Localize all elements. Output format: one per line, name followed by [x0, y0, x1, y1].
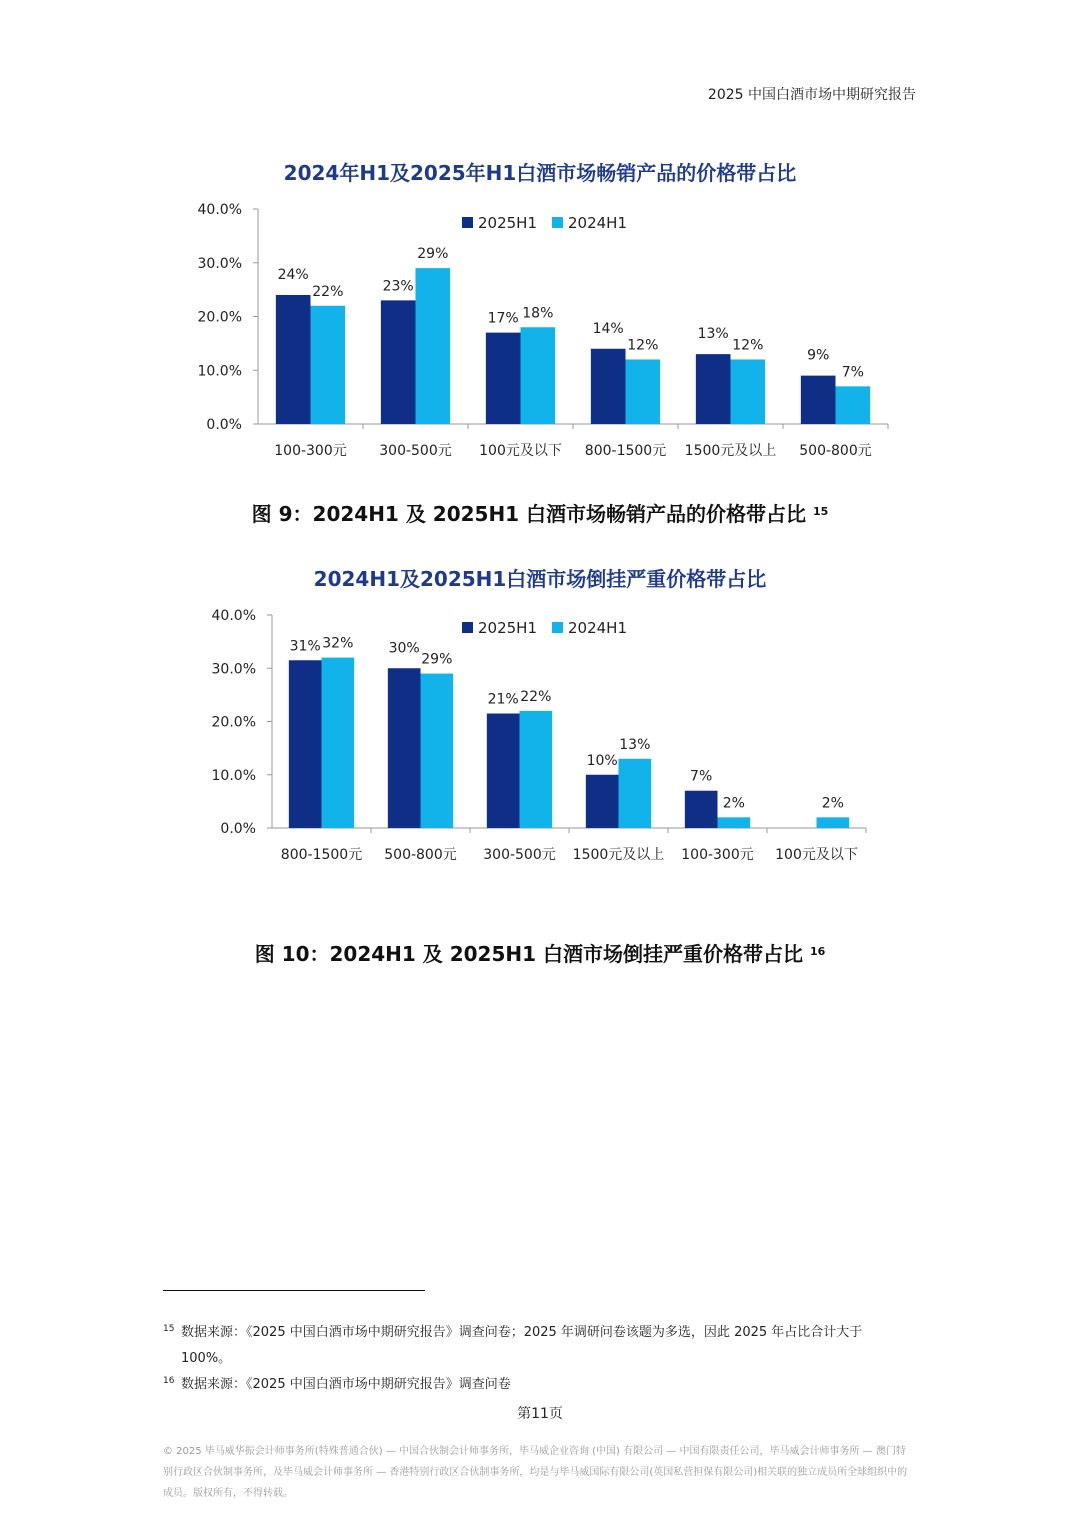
footnote-16 [163, 1372, 903, 1398]
x-tick-label: 300-500元 [483, 847, 556, 863]
data-label: 13% [619, 736, 651, 753]
x-tick-label: 1500元及以上 [572, 847, 665, 863]
bar-2025h1 [388, 668, 421, 828]
data-label: 31% [289, 638, 321, 655]
y-tick-label: 30.0% [197, 255, 242, 272]
y-tick-label: 40.0% [197, 202, 242, 218]
data-label: 32% [322, 635, 354, 652]
bar-2024h1 [521, 327, 556, 424]
bar-2024h1 [322, 658, 355, 828]
x-tick-label: 100-300元 [681, 847, 754, 863]
bar-2024h1 [619, 759, 652, 828]
bar-2025h1 [801, 376, 836, 424]
legend-swatch [462, 622, 473, 633]
footnote-15 [163, 1320, 903, 1372]
data-label: 12% [627, 337, 659, 354]
data-label: 13% [697, 326, 729, 343]
bar-2024h1 [416, 268, 451, 424]
data-label: 18% [522, 305, 554, 322]
data-label: 29% [421, 651, 453, 668]
data-label: 21% [487, 691, 519, 708]
data-label: 14% [592, 320, 624, 337]
bar-2024h1 [311, 306, 346, 424]
x-tick-label: 100元及以下 [775, 847, 858, 863]
data-label: 9% [807, 347, 830, 364]
data-label: 30% [388, 640, 420, 657]
bar-2025h1 [586, 775, 619, 828]
data-label: 7% [841, 364, 864, 381]
x-tick-label: 800-1500元 [280, 847, 363, 863]
x-tick-label: 800-1500元 [584, 443, 667, 459]
data-label: 12% [732, 337, 764, 354]
footnote-divider [163, 1290, 425, 1291]
legend-label: 2024H1 [568, 214, 627, 232]
bar-2025h1 [289, 660, 322, 828]
footnote-15-mark: 15 [163, 1324, 175, 1334]
bar-2025h1 [486, 333, 521, 424]
data-label: 24% [277, 267, 309, 283]
figure-10-caption [0, 938, 1080, 967]
chart1-title: 2024年H1及2025年H1白酒市场畅销产品的价格带占比 [283, 161, 797, 185]
data-label: 29% [417, 246, 449, 263]
chart1-bar-chart [0, 195, 1080, 475]
report-header-title: 2025 中国白酒市场中期研究报告 [707, 87, 916, 103]
data-label: 10% [586, 752, 618, 769]
data-label: 2% [821, 795, 844, 812]
data-label: 7% [690, 768, 713, 785]
data-label: 17% [487, 310, 519, 327]
legend-swatch [462, 217, 473, 228]
bar-2025h1 [685, 791, 718, 828]
chart2-title: 2024H1及2025H1白酒市场倒挂严重价格带占比 [313, 567, 767, 591]
legend-label: 2024H1 [568, 619, 627, 637]
bar-2024h1 [836, 386, 871, 424]
x-tick-label: 300-500元 [379, 443, 452, 459]
bar-2024h1 [718, 817, 751, 828]
y-tick-label: 10.0% [211, 767, 256, 784]
bar-2024h1 [731, 360, 766, 425]
x-tick-label: 100元及以下 [479, 443, 562, 459]
figure-9-caption-text: 图 9：2024H1 及 2025H1 白酒市场畅销产品的价格带占比 [251, 502, 807, 526]
chart2-bar-chart [0, 600, 1080, 880]
page-number: 第11页 [517, 1406, 563, 1422]
data-label: 23% [382, 278, 414, 295]
bar-2025h1 [276, 295, 311, 424]
footnote-16-mark: 16 [163, 1376, 175, 1386]
data-label: 22% [520, 688, 552, 705]
bar-2025h1 [487, 714, 520, 828]
figure-10-caption-text: 图 10：2024H1 及 2025H1 白酒市场倒挂严重价格带占比 [254, 942, 804, 966]
y-tick-label: 20.0% [197, 309, 242, 326]
bar-2024h1 [626, 360, 661, 425]
legal-notice: © 2025 毕马威华振会计师事务所(特殊普通合伙) — 中国合伙制会计师事务所，毕马威企业咨询 (中国) 有限公司 — 中国有限责任公司，毕马威会计师事务所 — 澳门特别行政区合伙制事务所，及毕马威会计师事务所 — 香港特别行政区合伙制事务所，均是与毕马威国际有限公司(英国私营担保有限公司)相关联的独立成员所全球组织中的成员。版权所有，不得转载。 [163, 1446, 908, 1499]
y-tick-label: 40.0% [211, 608, 256, 624]
legend-swatch [552, 622, 563, 633]
x-tick-label: 500-800元 [384, 847, 457, 863]
footnote-ref-16: 16 [809, 945, 826, 958]
y-tick-label: 20.0% [211, 714, 256, 731]
bar-2025h1 [591, 349, 626, 424]
bar-2024h1 [421, 674, 454, 828]
y-tick-label: 30.0% [211, 661, 256, 678]
bar-2024h1 [520, 711, 553, 828]
y-tick-label: 0.0% [220, 821, 256, 837]
data-label: 2% [722, 795, 745, 812]
y-tick-label: 0.0% [206, 417, 242, 433]
figure-9-caption [0, 498, 1080, 527]
footnote-16-text: 数据来源：《2025 中国白酒市场中期研究报告》调查问卷 [181, 1377, 511, 1392]
bar-2024h1 [817, 817, 850, 828]
legend-label: 2025H1 [478, 214, 537, 232]
x-tick-label: 1500元及以上 [684, 443, 777, 459]
footnote-15-text: 数据来源：《2025 中国白酒市场中期研究报告》调查问卷；2025 年调研问卷该题为多选，因此 2025 年占比合计大于 100%。 [181, 1325, 863, 1366]
legend-swatch [552, 217, 563, 228]
bar-2025h1 [696, 354, 731, 424]
data-label: 22% [312, 283, 344, 300]
footnote-ref-15: 15 [813, 505, 829, 518]
bar-2025h1 [381, 300, 416, 424]
y-tick-label: 10.0% [197, 363, 242, 380]
x-tick-label: 100-300元 [274, 443, 347, 459]
x-tick-label: 500-800元 [799, 443, 872, 459]
legend-label: 2025H1 [478, 619, 537, 637]
